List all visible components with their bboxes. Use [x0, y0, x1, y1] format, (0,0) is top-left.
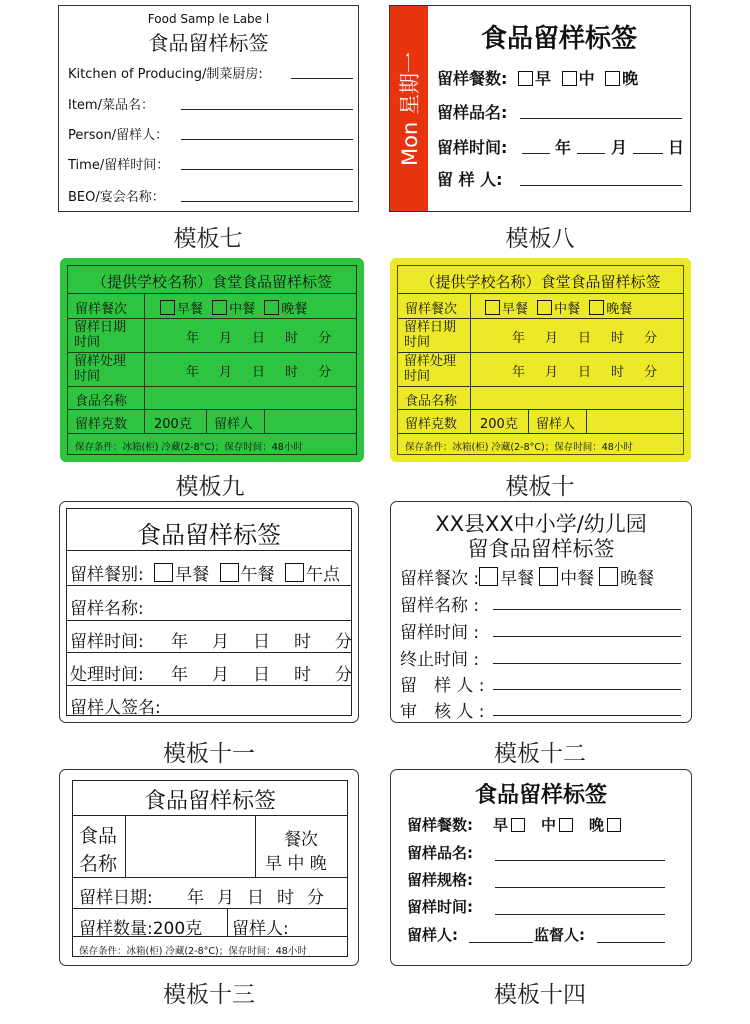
meal-dinner: 晚餐: [606, 302, 633, 317]
meal-breakfast: 早餐: [500, 569, 535, 589]
year-line: [522, 153, 550, 154]
title: 食品留样标签: [480, 24, 637, 54]
person-label: 留样人:: [232, 919, 289, 939]
meal-dinner: 晚餐: [281, 302, 308, 317]
process-label: 留样处理时间: [404, 354, 457, 384]
food-label-2: 名称: [79, 853, 118, 875]
unit-month: 月: [611, 138, 628, 157]
meal-lunch: 中: [578, 69, 595, 88]
title: 食品留样标签: [137, 521, 281, 549]
field-time-line: [493, 636, 681, 637]
caption-template-14: 模板十四: [494, 982, 586, 1008]
process-label: 处理时间:: [70, 665, 144, 685]
meal-label: 餐次: [284, 830, 318, 850]
caption-template-7: 模板七: [173, 226, 243, 252]
meal-lunch: 中: [541, 816, 557, 834]
month-line: [577, 153, 605, 154]
field-spec-label: 留样规格:: [407, 871, 473, 889]
checkbox-dinner[interactable]: [264, 300, 279, 315]
weight-label: 留样克数: [75, 417, 128, 432]
checkbox-breakfast[interactable]: [511, 818, 525, 832]
food-label-1: 食品: [79, 825, 118, 847]
grid: [397, 265, 684, 455]
label-template-14: [390, 769, 692, 966]
meal-label: 留样餐次: [75, 302, 128, 317]
date-label: 留样日期时间: [74, 320, 127, 350]
label-template-11: [59, 501, 359, 723]
time-label: 留样时间:: [70, 632, 144, 652]
caption-template-9: 模板九: [175, 474, 245, 500]
label-template-9: [60, 258, 364, 462]
date-units: 年 月 日 时 分: [512, 331, 658, 346]
meal-label: 留样餐别:: [70, 565, 144, 585]
person-label: 留 样 人:: [437, 170, 503, 189]
field-kitchen-line: [291, 78, 353, 79]
unit-day: 日: [668, 138, 685, 157]
meal-dinner: 晚: [622, 69, 639, 88]
meal-dinner: 晚餐: [620, 569, 655, 589]
meal-snack: 午点: [305, 565, 340, 585]
caption-template-8: 模板八: [505, 226, 575, 252]
checkbox-breakfast[interactable]: [518, 71, 533, 86]
title: 留食品留样标签: [467, 537, 615, 561]
field-person-label: 留 样 人 :: [400, 676, 485, 696]
meal-dinner: 晚: [589, 816, 605, 834]
checkbox-snack[interactable]: [285, 563, 304, 582]
field-name-line: [495, 860, 665, 861]
caption-template-13: 模板十三: [163, 982, 255, 1008]
date-label: 留样日期:: [79, 888, 153, 908]
date-units: 年 月 日 时 分: [187, 888, 324, 908]
title-school: XX县XX中小学/幼儿园: [435, 512, 647, 536]
meal-options: 早 中 晚: [265, 854, 327, 874]
person-label: 留样人: [214, 417, 254, 432]
time-units: 年 月 日 时 分: [171, 632, 352, 652]
supervisor-line: [597, 942, 665, 943]
weight-value: 200克: [480, 417, 518, 432]
field-review-label: 审 核 人 :: [400, 702, 485, 722]
meal-breakfast: 早: [534, 69, 551, 88]
checkbox-lunch[interactable]: [220, 563, 239, 582]
meal-breakfast: 早餐: [175, 565, 210, 585]
field-beo-label: BEO/宴会名称：: [68, 190, 165, 205]
field-beo-line: [181, 201, 353, 202]
field-name-label: 留样名称 :: [400, 596, 480, 616]
checkbox-lunch[interactable]: [559, 818, 573, 832]
footer: 保存条件：冰箱(柜) 冷藏(2-8°C)；保存时间：48小时: [79, 946, 307, 957]
meal-label: 留样餐数:: [407, 816, 473, 834]
field-time-line: [181, 169, 353, 170]
weight-value: 200克: [154, 417, 192, 432]
supervisor-label: 监督人:: [534, 926, 585, 944]
title: （提供学校名称）食堂食品留样标签: [420, 273, 661, 291]
person-label: 留样人:: [407, 926, 458, 944]
field-name-line: [493, 609, 681, 610]
meal-row: [407, 814, 623, 835]
meal-lunch: 中餐: [229, 302, 256, 317]
field-person-label: Person/留样人：: [68, 128, 169, 143]
label-template-8: [389, 5, 691, 212]
checkbox-breakfast[interactable]: [154, 563, 173, 582]
unit-year: 年: [555, 138, 572, 157]
field-review-line: [493, 715, 681, 716]
grid: [72, 780, 348, 957]
checkbox-dinner[interactable]: [589, 300, 604, 315]
field-end-label: 终止时间 :: [400, 650, 480, 670]
checkbox-dinner[interactable]: [607, 818, 621, 832]
label-template-13: [59, 769, 359, 966]
food-label: 食品名称: [405, 394, 458, 409]
person-label: 留样人: [536, 417, 576, 432]
process-units: 年 月 日 时 分: [512, 365, 658, 380]
field-kitchen-label: Kitchen of Producing/制菜厨房:: [68, 67, 263, 82]
field-person-line: [181, 139, 353, 140]
grid: [66, 508, 352, 716]
food-label: 食品名称: [75, 394, 128, 409]
field-spec-line: [495, 887, 665, 888]
weekday-band: [390, 6, 428, 211]
sign-label: 留样人签名:: [70, 698, 161, 718]
process-units: 年 月 日 时 分: [186, 365, 332, 380]
time-label: 留样时间:: [437, 138, 508, 157]
meal-row: [437, 66, 638, 89]
caption-template-11: 模板十一: [163, 741, 255, 767]
title: 食品留样标签: [474, 783, 607, 808]
field-person-line: [493, 689, 681, 690]
grid: [67, 265, 357, 455]
meal-label: 留样餐次 :: [400, 569, 480, 589]
checkbox-lunch[interactable]: [537, 300, 552, 315]
name-label: 留样品名:: [437, 103, 508, 122]
weight-label: 留样克数: [405, 417, 458, 432]
footer: 保存条件：冰箱(柜) 冷藏(2-8°C)；保存时间：48小时: [75, 442, 303, 453]
field-name-label: 留样品名:: [407, 844, 473, 862]
field-time-line: [495, 914, 665, 915]
meal-row: [70, 560, 340, 585]
label-template-7: [58, 5, 359, 212]
checkbox-lunch[interactable]: [539, 567, 558, 586]
day-line: [633, 153, 663, 154]
qty-label: 留样数量:200克: [79, 919, 203, 939]
date-units: 年 月 日 时 分: [186, 331, 332, 346]
meal-row: [400, 564, 654, 589]
meal-row: [480, 298, 632, 317]
checkbox-lunch[interactable]: [562, 71, 577, 86]
meal-label: 留样餐次: [405, 302, 458, 317]
label-template-12: [390, 501, 692, 723]
title-en: Food Samp le Labe l: [147, 12, 270, 26]
field-time-label: Time/留样时间：: [68, 158, 170, 173]
meal-label: 留样餐数:: [437, 69, 508, 88]
checkbox-dinner[interactable]: [605, 71, 620, 86]
name-line: [520, 118, 682, 119]
process-label: 留样处理时间: [74, 354, 127, 384]
field-time-label: 留样时间 :: [400, 623, 480, 643]
meal-breakfast: 早餐: [502, 302, 529, 317]
meal-lunch: 中餐: [554, 302, 581, 317]
caption-template-10: 模板十: [505, 474, 575, 500]
title: 食品留样标签: [143, 789, 276, 814]
field-end-line: [493, 663, 681, 664]
title: （提供学校名称）食堂食品留样标签: [91, 273, 332, 291]
person-line: [520, 185, 682, 186]
checkbox-breakfast[interactable]: [485, 300, 500, 315]
checkbox-dinner[interactable]: [599, 567, 618, 586]
person-line: [469, 942, 533, 943]
name-label: 留样名称:: [70, 599, 144, 619]
checkbox-breakfast[interactable]: [160, 300, 175, 315]
meal-breakfast: 早餐: [177, 302, 204, 317]
meal-lunch: 中餐: [560, 569, 595, 589]
footer: 保存条件：冰箱(柜) 冷藏(2-8°C)；保存时间：48小时: [405, 442, 633, 453]
meal-row: [155, 298, 307, 317]
field-item-label: Item/菜品名：: [68, 98, 154, 113]
meal-lunch: 午餐: [240, 565, 275, 585]
field-time-label: 留样时间:: [407, 898, 473, 916]
process-units: 年 月 日 时 分: [171, 665, 352, 685]
checkbox-breakfast[interactable]: [479, 567, 498, 586]
date-label: 留样日期时间: [404, 320, 457, 350]
weekday-text: Mon 星期一: [398, 51, 422, 166]
title-cn: 食品留样标签: [148, 31, 269, 55]
checkbox-lunch[interactable]: [212, 300, 227, 315]
meal-breakfast: 早: [493, 816, 509, 834]
label-template-10: [390, 258, 691, 462]
caption-template-12: 模板十二: [494, 741, 586, 767]
field-item-line: [181, 109, 353, 110]
